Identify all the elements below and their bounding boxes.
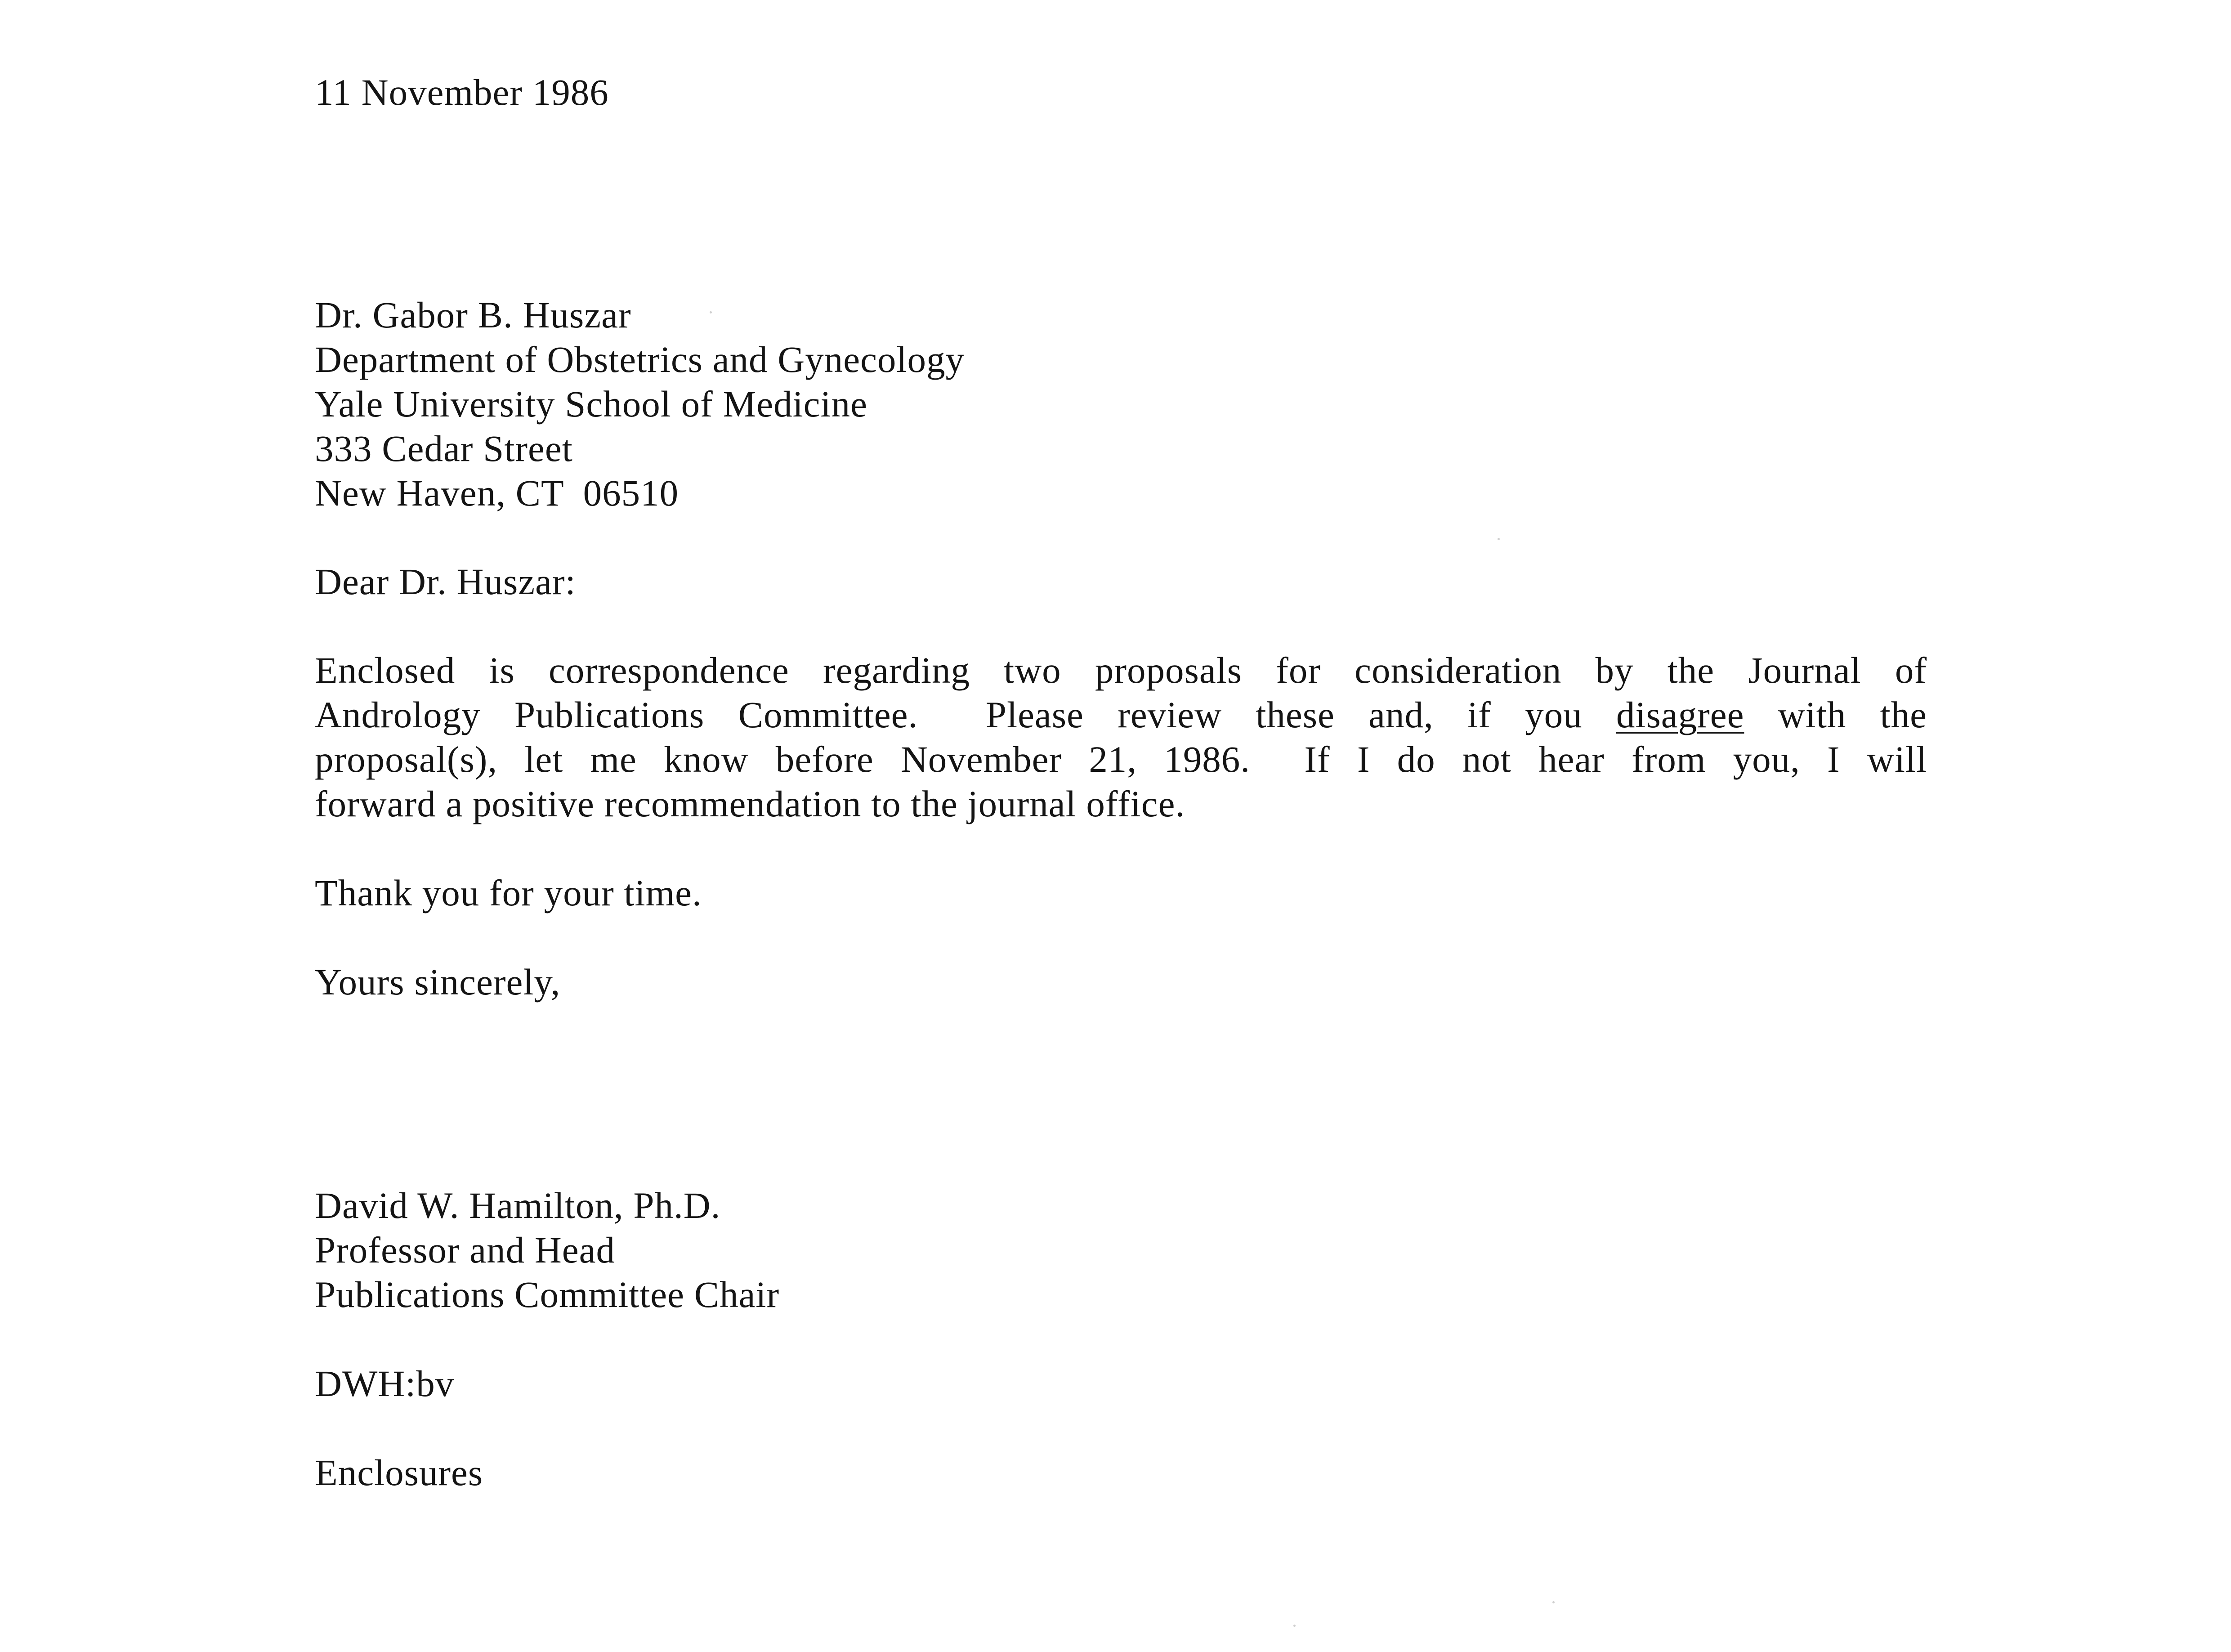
reference-initials: DWH:bv — [315, 1363, 455, 1404]
letter-date: 11 November 1986 — [315, 72, 609, 113]
recipient-department: Department of Obstetrics and Gynecology — [315, 339, 965, 380]
body-line-2-start: Andrology Publications Committee. Please review these and, if you — [315, 694, 1616, 735]
signer-title: Professor and Head — [315, 1229, 615, 1271]
scan-speck — [710, 311, 712, 313]
body-line-3-text: proposal(s), let me know before November 21, 1986. If I do not hear from you, I will — [315, 739, 1927, 780]
scan-speck — [1498, 538, 1500, 540]
thanks-line: Thank you for your time. — [315, 872, 702, 913]
recipient-city-state-zip: New Haven, CT 06510 — [315, 472, 679, 514]
body-line-2 — [315, 692, 1927, 737]
enclosures-note: Enclosures — [315, 1452, 483, 1493]
salutation: Dear Dr. Huszar: — [315, 561, 576, 602]
recipient-institution: Yale University School of Medicine — [315, 383, 867, 425]
body-line-1 — [315, 648, 1927, 693]
recipient-street: 333 Cedar Street — [315, 428, 573, 469]
scan-speck — [1293, 1625, 1296, 1627]
body-line-4-text: forward a positive recommendation to the journal office. — [315, 783, 1185, 824]
body-line-1-text: Enclosed is correspondence regarding two proposals for consideration by the Journal of — [315, 649, 1927, 691]
signer-name: David W. Hamilton, Ph.D. — [315, 1185, 721, 1226]
body-line-3 — [315, 737, 1927, 782]
body-line-2-end: with the — [1744, 694, 1927, 735]
signer-committee: Publications Committee Chair — [315, 1274, 780, 1315]
recipient-name: Dr. Gabor B. Huszar — [315, 294, 631, 336]
closing: Yours sincerely, — [315, 961, 561, 1003]
emphasis-disagree: disagree — [1616, 694, 1744, 735]
scan-speck — [1552, 1601, 1555, 1603]
body-line-4 — [315, 781, 1927, 826]
